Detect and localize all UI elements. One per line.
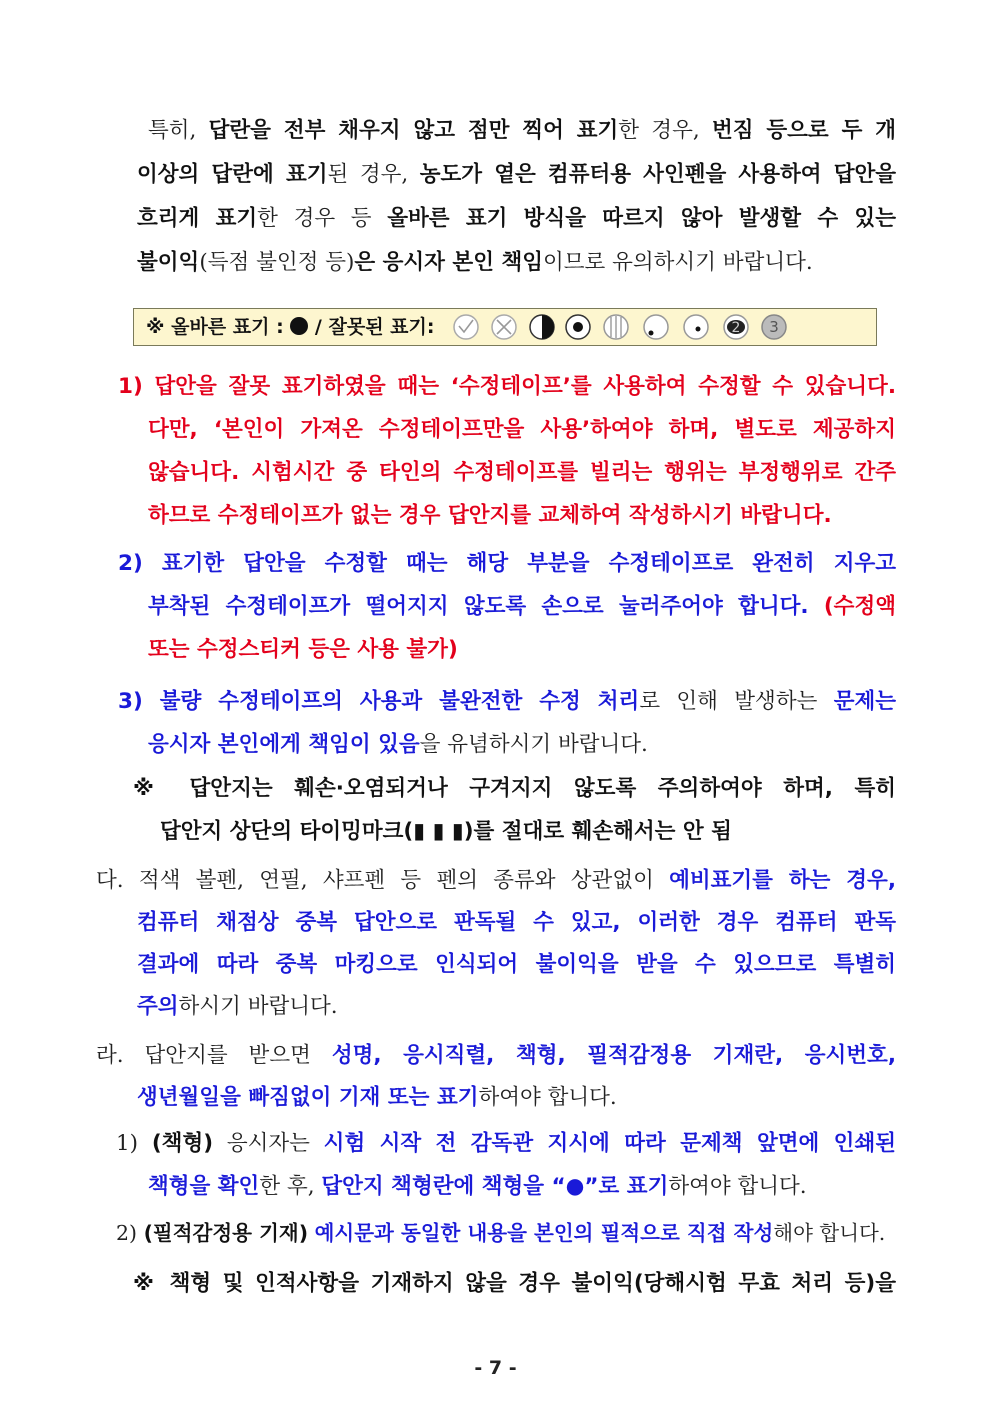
section-da-line2: 컴퓨터 채점상 중복 답안으로 판독될 수 있고, 이러한 경우 컴퓨터 판독: [137, 910, 896, 935]
item2-line2: 부착된 수정테이프가 떨어지지 않도록 손으로 눌러주어야 합니다. (수정액: [148, 594, 896, 619]
para1-line1: 특히, 답란을 전부 채우지 않고 점만 찍어 표기한 경우, 번짐 등으로 두 개: [148, 118, 896, 143]
page-number: - 7 -: [474, 1357, 517, 1379]
section-ra-item2-line1: 2) (필적감정용 기재) 예시문과 동일한 내용을 본인의 필적으로 직접 작성해야 합니다.: [116, 1221, 886, 1245]
note1-line1: ※ 답안지는 훼손·오염되거나 구겨지지 않도록 주의하여야 하며, 특히: [133, 776, 896, 801]
legend-label: ※ 올바른 표기 : / 잘못된 표기:: [146, 316, 435, 338]
item1-line3: 않습니다. 시험시간 중 타인의 수정테이프를 빌리는 행위는 부정행위로 간주: [148, 460, 896, 485]
para1-line2: 이상의 답란에 표기된 경우, 농도가 옅은 컴퓨터용 사인펜을 사용하여 답안을: [137, 162, 896, 187]
section-da-line3: 결과에 따라 중복 마킹으로 인식되어 불이익을 받을 수 있으므로 특별히: [137, 952, 896, 977]
item3-line1: 3) 불량 수정테이프의 사용과 불완전한 수정 처리로 인해 발생하는 문제는: [118, 689, 896, 714]
wrong-marks-icons: [452, 312, 872, 342]
item1-line4: 하므로 수정테이프가 없는 경우 답안지를 교체하여 작성하시기 바랍니다.: [148, 503, 832, 528]
x-circle-icon: [492, 315, 516, 339]
svg-text:2: 2: [731, 320, 741, 336]
lines-circle-icon: [604, 315, 628, 339]
item3-line2: 응시자 본인에게 책임이 있음을 유념하시기 바랍니다.: [148, 732, 648, 757]
para1-line3: 흐리게 표기한 경우 등 올바른 표기 방식을 따르지 않아 발생할 수 있는: [137, 206, 896, 231]
dot-circle-icon: [566, 315, 590, 339]
item1-line1: 1) 답안을 잘못 표기하였을 때는 ‘수정테이프’를 사용하여 수정할 수 있습니다.: [118, 374, 896, 399]
section-ra-line1: 라. 답안지를 받으면 성명, 응시직렬, 책형, 필적감정용 기재란, 응시번호,: [96, 1043, 896, 1068]
svg-text:3: 3: [769, 318, 779, 336]
half-circle-icon: [530, 315, 554, 339]
item1-line2: 다만, ‘본인이 가져온 수정테이프만을 사용’하여야 하며, 별도로 제공하지: [148, 417, 896, 442]
filled-circle-icon: [290, 317, 308, 335]
section-ra-item1-line2: 책형을 확인한 후, 답안지 책형란에 책형을 “●”로 표기하여야 합니다.: [148, 1174, 807, 1199]
section-ra-item1-line1: 1) (책형) 응시자는 시험 시작 전 감독관 지시에 따라 문제책 앞면에 인쇄된: [116, 1131, 896, 1156]
number-2-circle-icon: [724, 315, 748, 339]
item2-line3: 또는 수정스티커 등은 사용 불가): [148, 637, 458, 662]
item2-line1: 2) 표기한 답안을 수정할 때는 해당 부분을 수정테이프로 완전히 지우고: [118, 551, 896, 576]
section-da-line4: 주의하시기 바랍니다.: [137, 994, 338, 1019]
dot-bottom-left-circle-icon: [644, 315, 668, 339]
note1-line2: 답안지 상단의 타이밍마크(▮ ▮ ▮)를 절대로 훼손해서는 안 됨: [160, 819, 732, 844]
para1-line4: 불이익(득점 불인정 등)은 응시자 본인 책임이므로 유의하시기 바랍니다.: [137, 250, 813, 275]
number-3-circle-icon: [762, 315, 786, 339]
dot-center-circle-icon: [684, 315, 708, 339]
check-circle-icon: [454, 315, 478, 339]
section-da-line1: 다. 적색 볼펜, 연필, 샤프펜 등 펜의 종류와 상관없이 예비표기를 하는 경우,: [96, 868, 896, 893]
note2-line1: ※ 책형 및 인적사항을 기재하지 않을 경우 불이익(당해시험 무효 처리 등)을: [133, 1271, 896, 1296]
marking-legend-box: [133, 308, 877, 346]
section-ra-line2: 생년월일을 빠짐없이 기재 또는 표기하여야 합니다.: [137, 1085, 617, 1110]
